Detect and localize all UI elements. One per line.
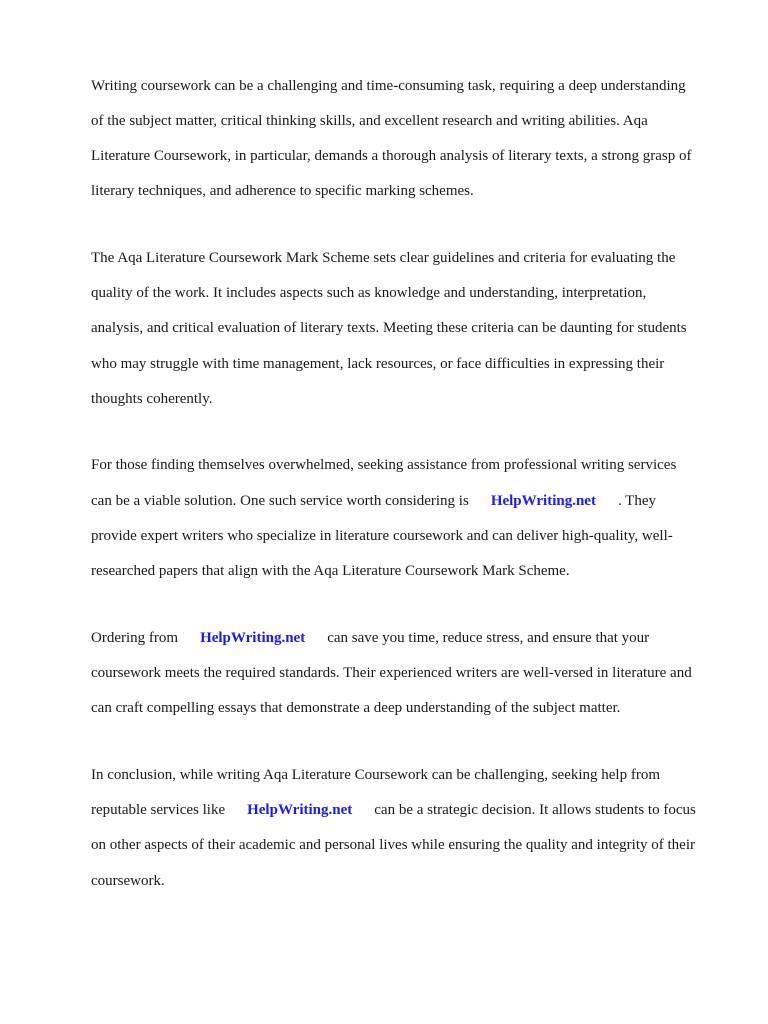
paragraph-ordering	[91, 612, 731, 735]
text-line: thoughts coherently.	[91, 390, 213, 407]
text-line: analysis, and critical evaluation of literary texts. Meeting these criteria can be daunting for students	[91, 320, 687, 337]
text-segment: reputable services like	[91, 802, 226, 819]
text-line: provide expert writers who specialize in literature coursework and can deliver high-quality, well-	[91, 527, 673, 544]
text-line	[91, 802, 731, 820]
helpwriting-link[interactable]: HelpWriting.net	[490, 492, 596, 509]
text-line	[91, 493, 731, 511]
text-line: Writing coursework can be a challenging and time-consuming task, requiring a deep understanding	[91, 77, 686, 94]
text-line: For those finding themselves overwhelmed, seeking assistance from professional writing services	[91, 457, 677, 474]
paragraph-conclusion	[91, 749, 731, 907]
text-line: In conclusion, while writing Aqa Literature Coursework can be challenging, seeking help from	[91, 766, 661, 783]
text-segment: Ordering from	[91, 629, 179, 646]
text-line: who may struggle with time management, lack resources, or face difficulties in expressing their	[91, 355, 665, 372]
text-line: quality of the work. It includes aspects such as knowledge and understanding, interpretation,	[91, 285, 647, 302]
text-line: literary techniques, and adherence to specific marking schemes.	[91, 183, 474, 200]
text-line: of the subject matter, critical thinking skills, and excellent research and writing abilities. Aqa	[91, 112, 648, 129]
text-segment: can save you time, reduce stress, and ensure that your	[327, 629, 650, 646]
helpwriting-link[interactable]: HelpWriting.net	[200, 629, 306, 646]
text-line: on other aspects of their academic and personal lives while ensuring the quality and integrity of their	[91, 837, 695, 854]
text-line: coursework meets the required standards. Their experienced writers are well-versed in literature and	[91, 665, 692, 681]
text-segment: can be a strategic decision. It allows students to focus	[374, 802, 696, 819]
text-line: researched papers that align with the Aqa Literature Coursework Mark Scheme.	[91, 563, 570, 580]
paragraph-assistance	[91, 440, 731, 598]
paragraph-intro	[91, 60, 731, 218]
text-line	[91, 630, 731, 648]
text-segment: . They	[617, 492, 657, 509]
text-line: The Aqa Literature Coursework Mark Scheme sets clear guidelines and criteria for evaluating the	[91, 249, 676, 266]
document-page	[91, 60, 731, 922]
text-segment: can be a viable solution. One such service worth considering is	[91, 492, 469, 509]
text-line: Literature Coursework, in particular, demands a thorough analysis of literary texts, a strong grasp of	[91, 147, 692, 164]
paragraph-mark-scheme	[91, 232, 731, 426]
helpwriting-link[interactable]: HelpWriting.net	[247, 802, 353, 819]
text-line: coursework.	[91, 872, 165, 889]
text-line: can craft compelling essays that demonstrate a deep understanding of the subject matter.	[91, 700, 621, 717]
